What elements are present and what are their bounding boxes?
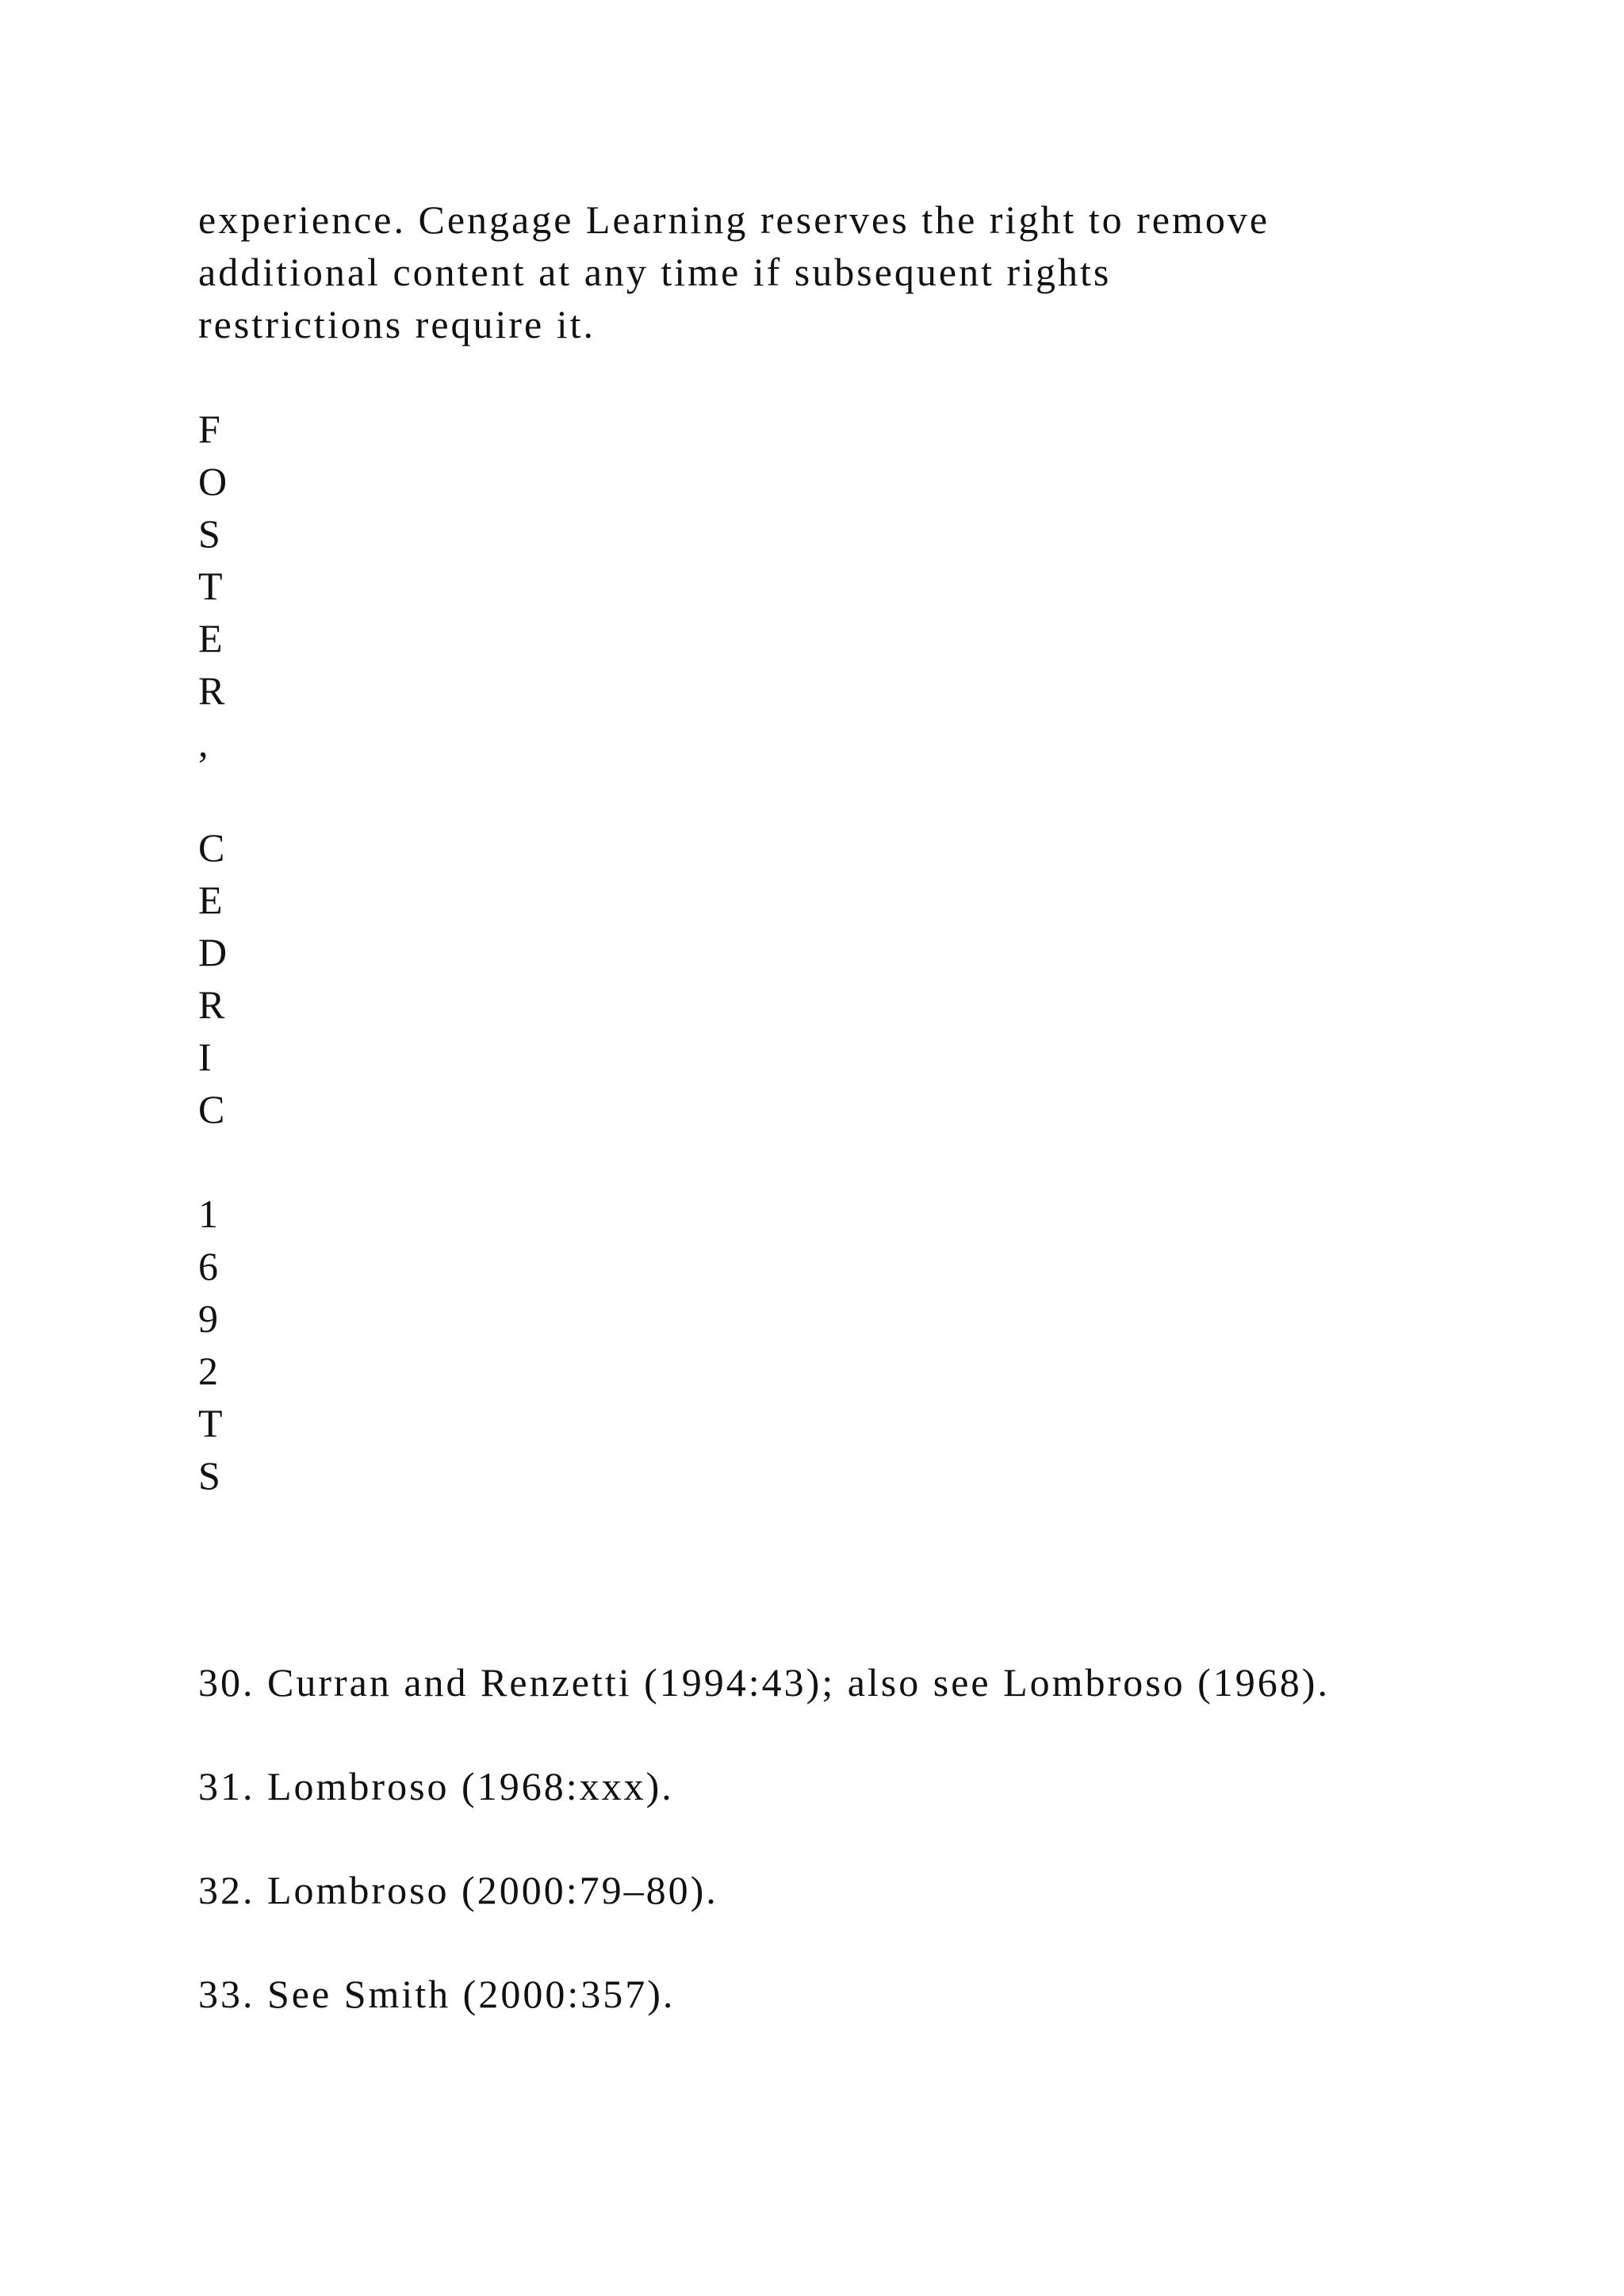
vertical-char	[198, 769, 262, 821]
vertical-char: R	[198, 668, 225, 713]
endnote-33: 33. See Smith (2000:357).	[198, 1972, 676, 2016]
vertical-char: 1	[198, 1192, 218, 1236]
endnotes-list	[198, 1656, 1546, 2072]
endnote-31: 31. Lombroso (1968:xxx).	[198, 1764, 674, 1808]
vertical-char: 9	[198, 1296, 218, 1341]
intro-line: restrictions require it.	[198, 302, 596, 346]
vertical-char: 6	[198, 1244, 218, 1288]
vertical-char: C	[198, 1087, 225, 1131]
vertical-char: S	[198, 1453, 220, 1498]
vertical-char: T	[198, 564, 223, 608]
vertical-char: R	[198, 982, 225, 1027]
vertical-char: D	[198, 930, 228, 974]
vertical-char: E	[198, 616, 223, 660]
vertical-char: S	[198, 511, 220, 556]
vertical-char: I	[198, 1035, 212, 1079]
intro-line: experience. Cengage Learning reserves the right to remove	[198, 197, 1270, 242]
vertical-char: O	[198, 459, 228, 503]
vertical-char: 2	[198, 1349, 218, 1393]
intro-paragraph	[198, 193, 1546, 350]
endnote-32: 32. Lombroso (2000:79–80).	[198, 1868, 718, 1912]
vertical-char: F	[198, 407, 220, 451]
intro-line: additional content at any time if subsequent rights	[198, 250, 1112, 294]
vertical-watermark-text	[198, 403, 262, 1502]
vertical-char: ,	[198, 721, 209, 765]
vertical-char: T	[198, 1401, 223, 1445]
vertical-char: C	[198, 825, 225, 870]
vertical-char: E	[198, 878, 223, 922]
vertical-char	[198, 1135, 262, 1188]
endnote-30: 30. Curran and Renzetti (1994:43); also see Lombroso (1968).	[198, 1660, 1330, 1705]
